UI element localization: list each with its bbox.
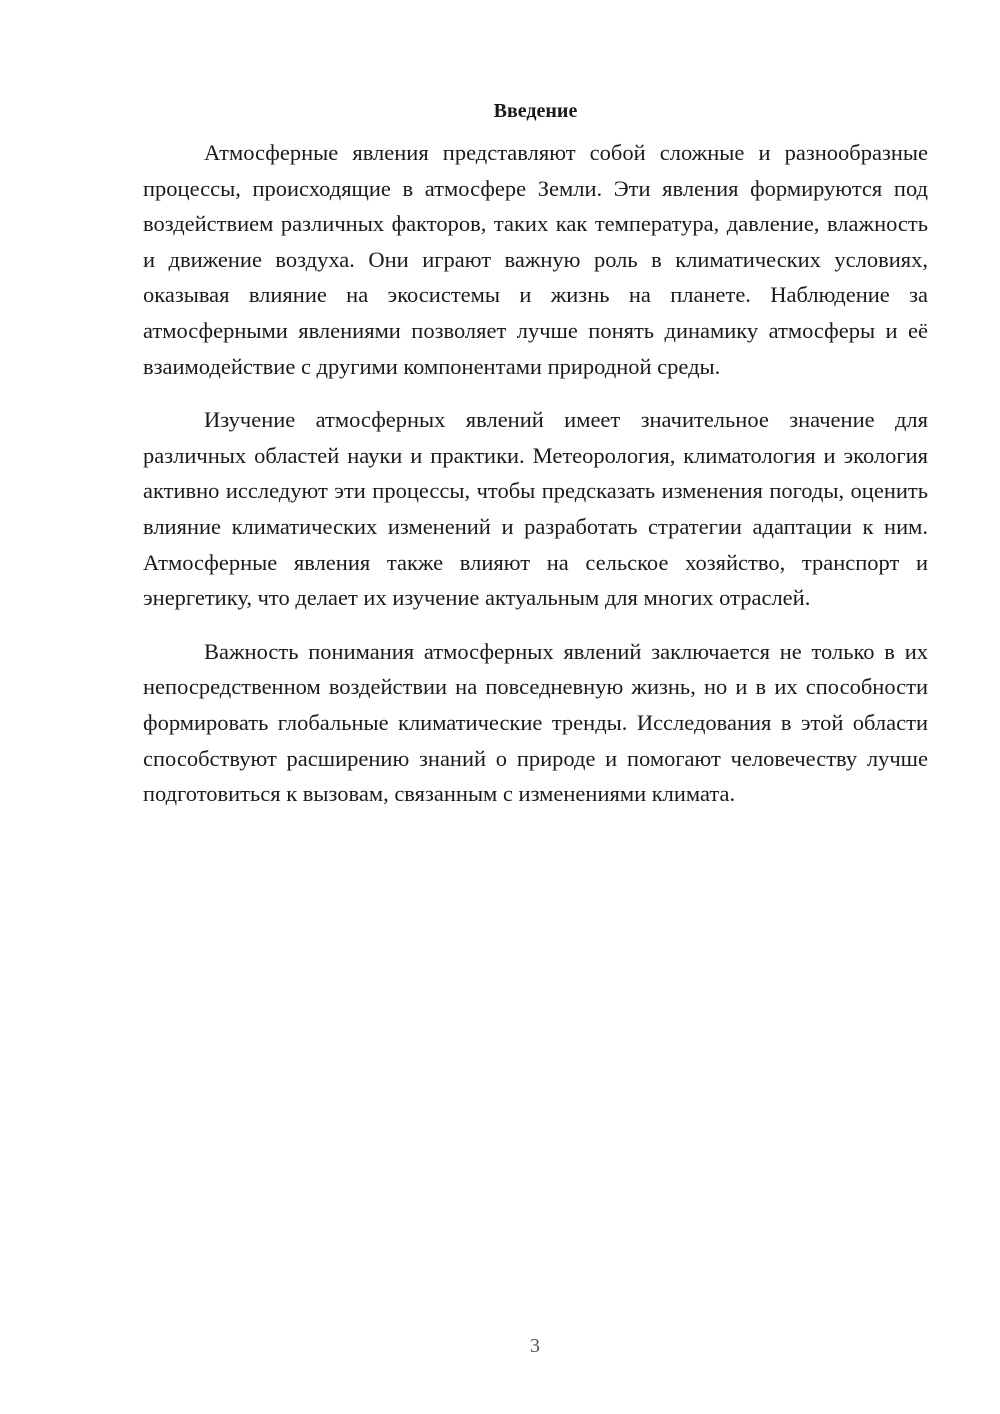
section-heading: Введение [493, 100, 578, 122]
page-content [143, 96, 928, 830]
page-number: 3 [530, 1335, 540, 1357]
paragraph-3: Важность понимания атмосферных явлений заключается не только в их непосредственном воздействии на повседневную жизнь, но и в их способности формировать глобальные климатические тренды. Исследования в этой области способствуют расширению знаний о природе и помогают человечеству лучше подготовиться к вызовам, связанным с изменениями климата. [143, 638, 928, 807]
paragraph-1: Атмосферные явления представляют собой сложные и разнообразные процессы, происходящие в атмосфере Земли. Эти явления формируются под воздействием различных факторов, таких как температура, давление, влажность и движение воздуха. Они играют важную роль в климатических условиях, оказывая влияние на экосистемы и жизнь на планете. Наблюдение за атмосферными явлениями позволяет лучше понять динамику атмосферы и её взаимодействие с другими компонентами природной среды. [143, 140, 928, 379]
paragraph-2: Изучение атмосферных явлений имеет значительное значение для различных областей науки и практики. Метеорология, климатология и экология активно исследуют эти процессы, чтобы предсказать изменения погоды, оценить влияние климатических изменений и разработать стратегии адаптации к ним. Атмосферные явления также влияют на сельское хозяйство, транспорт и энергетику, что делает их изучение актуальным для многих отраслей. [143, 407, 928, 611]
